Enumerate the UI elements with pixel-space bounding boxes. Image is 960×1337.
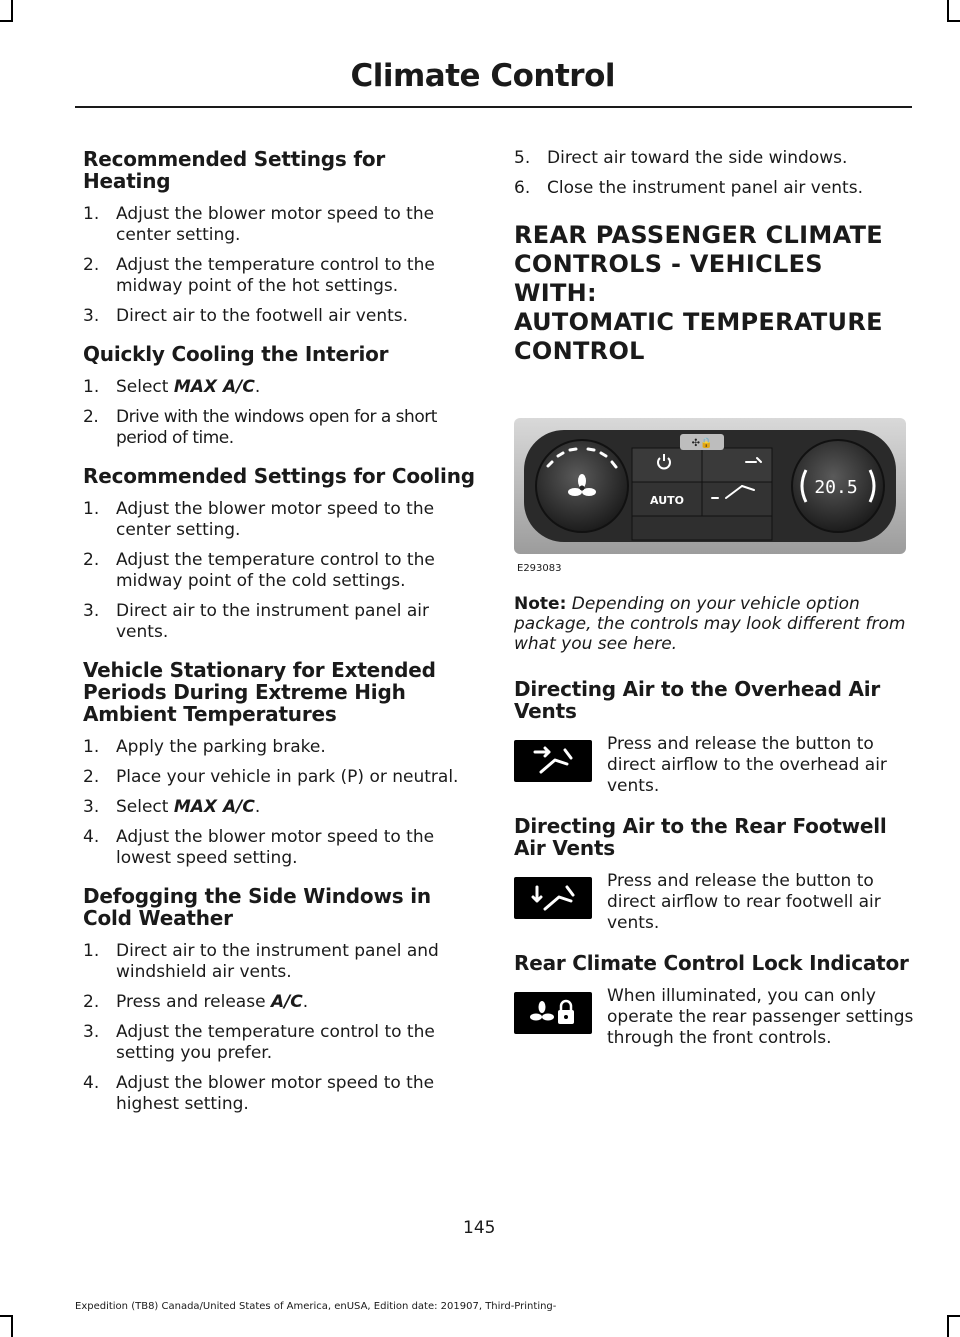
footwell-block xyxy=(514,871,914,934)
overhead-text: Press and release the button to direct airflow to the overhead air vents. xyxy=(607,734,887,796)
list-item xyxy=(83,550,476,592)
step-text: Adjust the temperature control to the midway point of the cold settings. xyxy=(116,550,435,591)
crop-mark-bl-h xyxy=(0,1315,12,1317)
lock-indicator-heading: Rear Climate Control Lock Indicator xyxy=(514,951,909,975)
lock-block xyxy=(514,986,914,1049)
overhead-block xyxy=(514,734,914,797)
list-item xyxy=(83,827,476,869)
step-text: Adjust the blower motor speed to the center setting. xyxy=(116,204,435,245)
step-number: 1. xyxy=(83,377,100,397)
crop-mark-br-h xyxy=(948,1315,960,1317)
stationary-heading: Vehicle Stationary for Extended Periods During Extreme High Ambient Temperatures xyxy=(83,658,436,726)
list-item xyxy=(83,797,476,818)
list-item xyxy=(83,737,476,758)
section-heading-line: CONTROLS - VEHICLES WITH: xyxy=(514,250,823,307)
list-item xyxy=(83,992,476,1013)
section-heading xyxy=(514,221,914,366)
step-text: Close the instrument panel air vents. xyxy=(547,178,863,198)
page-number: 145 xyxy=(463,1218,496,1238)
step-text: Apply the parking brake. xyxy=(116,737,326,757)
step-number: 5. xyxy=(514,148,531,168)
step-pre: Select xyxy=(116,797,174,817)
crop-mark-tr-h xyxy=(948,20,960,22)
heating-heading: Recommended Settings for Heating xyxy=(83,147,386,193)
step-text: Direct air to the instrument panel air vents. xyxy=(116,601,429,642)
section-heading-line: REAR PASSENGER CLIMATE xyxy=(514,221,883,249)
crop-mark-tr-v xyxy=(947,0,949,22)
crop-mark-br-v xyxy=(947,1315,949,1337)
step-text: Place your vehicle in park (P) or neutral. xyxy=(116,767,459,787)
cooling-steps xyxy=(83,499,476,643)
lock-glyph: ✣🔒 xyxy=(691,438,713,449)
step-number: 2. xyxy=(83,767,100,787)
list-item xyxy=(514,148,914,169)
step-pre: Select xyxy=(116,377,174,397)
step-text: Adjust the blower motor speed to the center setting. xyxy=(116,499,435,540)
step-number: 2. xyxy=(83,550,100,570)
list-item xyxy=(514,178,914,199)
step-number: 1. xyxy=(83,941,100,961)
footwell-heading: Directing Air to the Rear Footwell Air Vents xyxy=(514,814,887,860)
list-item xyxy=(83,255,476,297)
step-number: 2. xyxy=(83,992,100,1012)
step-number: 1. xyxy=(83,499,100,519)
list-item xyxy=(83,1022,476,1064)
step-post: . xyxy=(302,992,309,1012)
stationary-steps xyxy=(83,737,476,869)
fan-lock-icon xyxy=(514,992,592,1034)
step-text: Direct air to the instrument panel and windshield air vents. xyxy=(116,941,439,982)
quick-cooling-steps xyxy=(83,377,476,449)
list-item xyxy=(83,204,476,246)
step-text: Adjust the temperature control to the midway point of the hot settings. xyxy=(116,255,435,296)
left-column xyxy=(83,148,476,1131)
list-item xyxy=(83,601,476,643)
step-number: 2. xyxy=(83,255,100,275)
list-item xyxy=(83,1073,476,1115)
note-label: Note: xyxy=(514,594,567,614)
control-name: MAX A/C xyxy=(173,377,255,397)
list-item xyxy=(83,407,476,449)
auto-label: AUTO xyxy=(650,494,684,507)
crop-mark-bl-v xyxy=(11,1315,13,1337)
footwell-vent-icon xyxy=(514,877,592,919)
lock-text: When illuminated, you can only operate the rear passenger settings through the front controls. xyxy=(607,986,914,1048)
crop-mark-tl-h xyxy=(0,20,12,22)
temperature-readout: 20.5 xyxy=(814,477,858,498)
step-text: Drive with the windows open for a short period of time. xyxy=(116,407,437,448)
step-text: Direct air toward the side windows. xyxy=(547,148,848,168)
right-column xyxy=(514,148,914,1067)
step-number: 4. xyxy=(83,1073,100,1093)
step-post: . xyxy=(254,377,261,397)
heating-steps xyxy=(83,204,476,327)
list-item xyxy=(83,499,476,541)
overhead-vent-icon xyxy=(514,740,592,782)
list-item xyxy=(83,767,476,788)
step-number: 3. xyxy=(83,797,100,817)
defog-steps xyxy=(83,941,476,1115)
defog-heading: Defogging the Side Windows in Cold Weather xyxy=(83,884,431,930)
rear-climate-panel-figure xyxy=(514,418,906,554)
footer-edition: Expedition (TB8) Canada/United States of America, enUSA, Edition date: 201907, Third-Printing- xyxy=(75,1301,557,1312)
page-title: Climate Control xyxy=(350,58,615,94)
step-number: 4. xyxy=(83,827,100,847)
step-pre: Press and release xyxy=(116,992,271,1012)
step-number: 2. xyxy=(83,407,99,427)
list-item xyxy=(83,306,476,327)
step-text: Adjust the blower motor speed to the lowest speed setting. xyxy=(116,827,435,868)
step-number: 3. xyxy=(83,1022,100,1042)
note xyxy=(514,594,914,654)
list-item xyxy=(83,941,476,983)
rear-climate-panel-illustration xyxy=(514,418,906,554)
step-post: . xyxy=(254,797,261,817)
header-rule xyxy=(75,106,912,108)
step-number: 3. xyxy=(83,306,100,326)
step-number: 1. xyxy=(83,737,100,757)
cooling-heading: Recommended Settings for Cooling xyxy=(83,464,475,488)
section-heading-line: AUTOMATIC TEMPERATURE xyxy=(514,308,883,336)
footwell-text: Press and release the button to direct airflow to rear footwell air vents. xyxy=(607,871,881,933)
step-text: Direct air to the footwell air vents. xyxy=(116,306,409,326)
quick-cooling-heading: Quickly Cooling the Interior xyxy=(83,342,389,366)
list-item xyxy=(83,377,476,398)
step-text: Adjust the temperature control to the setting you prefer. xyxy=(116,1022,435,1063)
step-number: 6. xyxy=(514,178,531,198)
step-number: 3. xyxy=(83,601,100,621)
control-name: A/C xyxy=(270,992,303,1012)
defog-steps-continued xyxy=(514,148,914,199)
note-text: Depending on your vehicle option package, the controls may look different from what you see here. xyxy=(514,594,906,654)
crop-mark-tl-v xyxy=(11,0,13,22)
figure-code: E293083 xyxy=(517,563,562,574)
overhead-heading: Directing Air to the Overhead Air Vents xyxy=(514,677,881,723)
section-heading-line: CONTROL xyxy=(514,337,645,365)
step-text: Adjust the blower motor speed to the highest setting. xyxy=(116,1073,435,1114)
step-number: 1. xyxy=(83,204,100,224)
control-name: MAX A/C xyxy=(173,797,255,817)
